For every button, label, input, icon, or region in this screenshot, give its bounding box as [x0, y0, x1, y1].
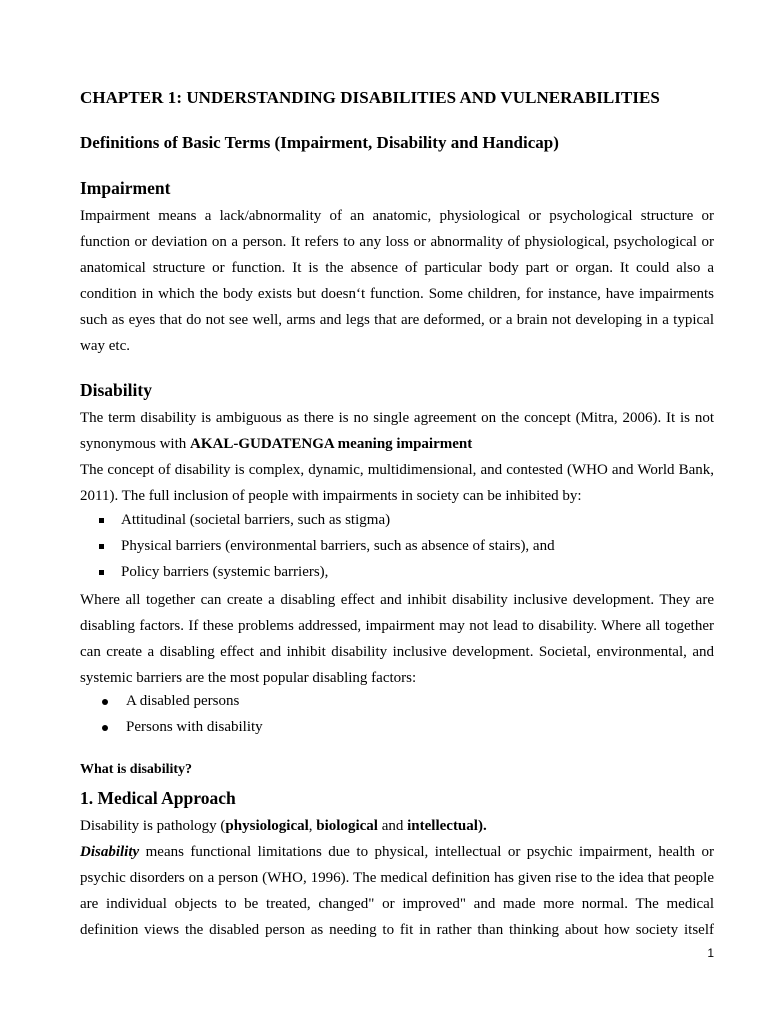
impairment-line: way etc.	[80, 338, 130, 354]
concept-line: The concept of disability is complex, dynamic, multidimensional, and contested (WHO and World Bank,	[80, 462, 714, 478]
definitions-heading: Definitions of Basic Terms (Impairment, Disability and Handicap)	[80, 133, 559, 152]
together-line: can create a disabling effect and inhibit disability inclusive development. Societal, environmental, and	[80, 644, 714, 660]
person-item: A disabled persons	[126, 693, 240, 709]
medical-paragraph	[80, 813, 714, 943]
square-bullet-icon	[99, 518, 104, 523]
together-line: Where all together can create a disabling effect and inhibit disability inclusive development. They are	[80, 592, 714, 608]
pathology-text: Disability is pathology (	[80, 818, 226, 834]
impairment-line: anatomical structure or function. It is the absence of particular body part or organ. It could also a	[80, 260, 714, 276]
biological-term: biological	[316, 818, 378, 834]
disability-paragraph	[80, 405, 714, 509]
square-bullet-icon	[99, 544, 104, 549]
barrier-item: Attitudinal (societal barriers, such as stigma)	[121, 512, 391, 528]
medical-approach-heading: 1. Medical Approach	[80, 788, 236, 808]
barrier-item: Policy barriers (systemic barriers),	[121, 564, 329, 580]
concept-line: 2011). The full inclusion of people with impairments in society can be inhibited by:	[80, 488, 582, 504]
intellectual-term: intellectual).	[407, 818, 487, 834]
disability-line	[80, 431, 714, 457]
medical-line: are individual objects to be treated, changed" or improved" and made more normal. The medical	[80, 896, 714, 912]
what-is-disability-heading: What is disability?	[80, 762, 193, 777]
page-number: 1	[707, 946, 714, 960]
together-line: disabling factors. If these problems addressed, impairment may not lead to disability. Where all together	[80, 618, 714, 634]
impairment-line: function or deviation on a person. It refers to any loss or abnormality of physiological, psychological or	[80, 234, 714, 250]
separator-text: and	[377, 818, 408, 834]
disability-heading: Disability	[80, 380, 152, 400]
akal-gudatenga-term: AKAL-GUDATENGA meaning impairment	[190, 436, 473, 452]
impairment-line: condition in which the body exists but doesn‘t function. Some children, for instance, have impairments	[80, 286, 714, 302]
disability-term: Disability	[80, 844, 140, 860]
impairment-line: Impairment means a lack/abnormality of an anatomic, physiological or psychological structure or	[80, 208, 714, 224]
person-item: Persons with disability	[126, 719, 263, 735]
together-line: systemic barriers are the most popular disabling factors:	[80, 670, 417, 686]
barrier-item: Physical barriers (environmental barriers, such as absence of stairs), and	[121, 538, 555, 554]
medical-line: definition views the disabled person as needing to fit in rather than thinking about how society itself	[80, 922, 714, 938]
round-bullet-icon	[102, 699, 108, 705]
separator-text: ,	[308, 818, 317, 834]
disabling-factors-paragraph	[80, 587, 714, 691]
impairment-line: such as eyes that do not see well, arms and legs that are deformed, or a brain not developing in a typical	[80, 312, 714, 328]
disability-line: The term disability is ambiguous as there is no single agreement on the concept (Mitra, 2006). It is not	[80, 410, 714, 426]
round-bullet-icon	[102, 725, 108, 731]
medical-definition-text: means functional limitations due to physical, intellectual or psychic impairment, health or	[139, 844, 714, 860]
medical-line	[80, 839, 714, 865]
square-bullet-icon	[99, 570, 104, 575]
physiological-term: physiological	[225, 818, 309, 834]
medical-line: psychic disorders on a person (WHO, 1996). The medical definition has given rise to the idea that people	[80, 870, 714, 886]
impairment-paragraph	[80, 203, 714, 359]
impairment-heading: Impairment	[80, 178, 171, 198]
chapter-title: CHAPTER 1: UNDERSTANDING DISABILITIES AND VULNERABILITIES	[80, 88, 660, 107]
medical-line	[80, 813, 714, 839]
synonymous-text: synonymous with	[80, 436, 191, 452]
